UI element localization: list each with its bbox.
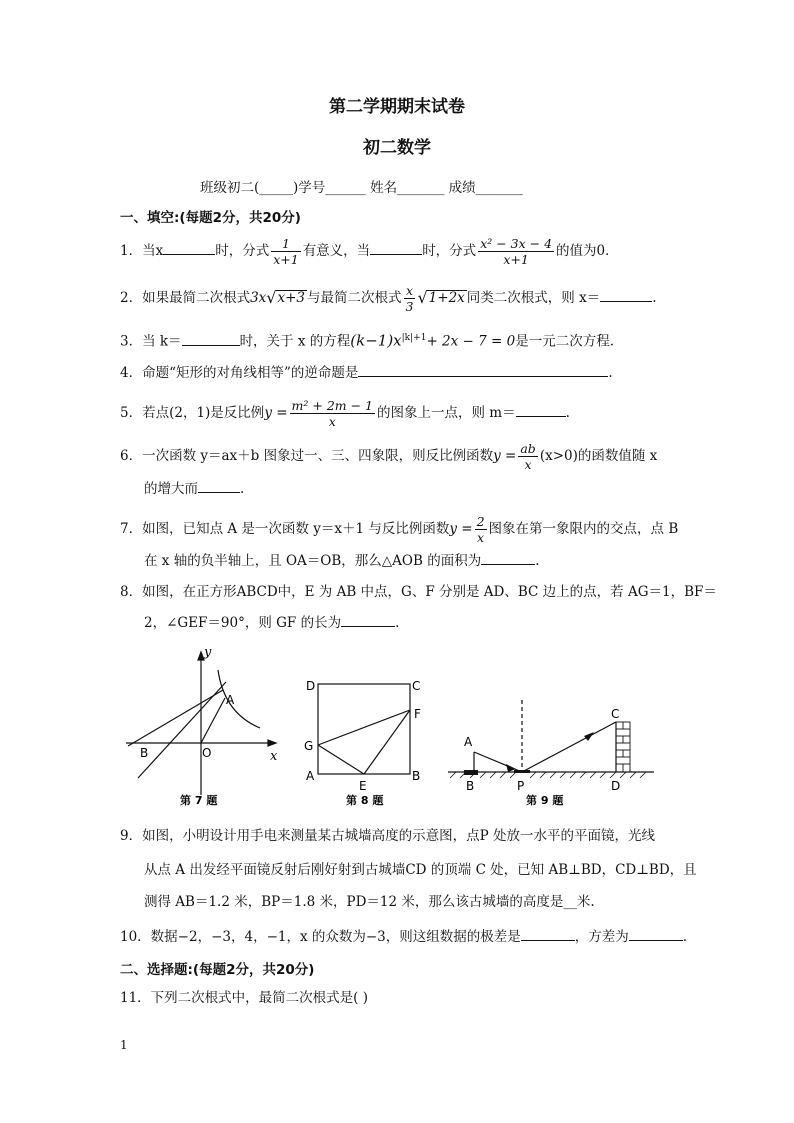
fig8-label-d: D xyxy=(306,679,316,693)
answer-blank xyxy=(358,362,608,377)
answer-blank xyxy=(163,240,215,255)
answer-blank xyxy=(341,612,395,627)
segment-gf xyxy=(318,710,410,745)
reflected-ray xyxy=(522,722,616,772)
fraction: $\frac{\text{x² − 3x − 4}}{x+1}$ xyxy=(480,236,553,267)
fig8-label-e: E xyxy=(359,779,367,793)
answer-blank xyxy=(600,287,652,302)
fig9-label-c: C xyxy=(611,707,620,721)
line-y-x-plus-1 xyxy=(138,682,226,778)
question-3: 3．当 k＝ 时，关于 x 的方程$(k-1)x^{|k|+1}+ 2x - 7 = 0$是一元二次方程. xyxy=(120,331,615,350)
question-1: 1．当x 时，分式 $\frac{1}{x+1}$ 有意义，当 时，分式 $\frac{\text{x² − 3x − 4}}{x+1}$ 的值为0． xyxy=(120,236,619,267)
figure-8-diagram xyxy=(298,640,438,810)
flashlight-base xyxy=(464,770,478,775)
question-8: 8．如图，在正方形ABCD中，E 为 AB 中点，G、F 分别是 AD、BC 边上的点，若 AG＝1，BF＝ xyxy=(120,584,717,600)
figure-9-diagram xyxy=(446,640,666,810)
fig9-label-b: B xyxy=(466,779,475,793)
fig9-caption: 第 9 题 xyxy=(526,794,564,807)
segment-ge xyxy=(318,745,364,774)
fraction: $\frac{x}{3}$ xyxy=(405,283,414,314)
fig8-label-g: G xyxy=(304,739,314,753)
fig8-label-b: B xyxy=(412,769,421,783)
section-fill-in-heading: 一、填空:(每题2分，共20分) xyxy=(120,210,301,226)
fig7-label-a: A xyxy=(226,693,235,707)
answer-blank xyxy=(521,926,575,941)
question-7-line-2: 在 x 轴的负半轴上，且 OA＝OB，那么△AOB 的面积为 . xyxy=(144,550,540,571)
fraction: $\frac{2}{x}$ xyxy=(476,514,485,545)
fraction: $\frac{1}{x+1}$ xyxy=(273,236,299,267)
question-9: 9．如图，小明设计用手电来测量某古城墙高度的示意图，点P 处放一水平的平面镜，光线 xyxy=(120,828,655,844)
fig7-caption: 第 7 题 xyxy=(180,794,218,807)
figure-7-diagram xyxy=(118,640,288,810)
segment-ef xyxy=(364,710,410,774)
ray-arrow-2 xyxy=(584,732,594,741)
answer-blank xyxy=(198,478,240,493)
section-choice-heading: 二、选择题:(每题2分，共20分) xyxy=(120,962,315,978)
fig9-label-p: P xyxy=(517,779,525,793)
question-9-line-2: 从点 A 出发经平面镜反射后刚好射到古城墙CD 的顶端 C 处，已知 AB⊥BD，CD⊥BD，且 xyxy=(144,862,697,878)
question-6-line-2: 的增大而 . xyxy=(144,478,244,499)
fig8-label-c: C xyxy=(412,679,421,693)
fig7-label-o: O xyxy=(202,746,212,760)
mirror xyxy=(514,770,530,773)
question-9-line-3: 测得 AB＝1.2 米，BP＝1.8 米，PD＝12 米，那么该古城墙的高度是__米. xyxy=(144,894,595,910)
answer-blank xyxy=(629,926,683,941)
answer-blank xyxy=(516,402,566,417)
question-2: 2．如果最简二次根式3x√x+3 与最简二次根式 $\frac{x}{3}$ √1+2x 同类二次根式，则 x＝ . xyxy=(120,283,657,314)
answer-blank xyxy=(481,550,535,565)
fraction: $\frac{\text{m² + 2m − 1}}{x}$ xyxy=(291,398,374,429)
fig9-label-d: D xyxy=(611,779,621,793)
question-6: 6．一次函数 y＝ax＋b 图象过一、三、四象限，则反比例函数y = $\frac{ab}{x}$ (x>0)的函数值随 x xyxy=(120,441,658,472)
x-axis-arrow xyxy=(268,740,276,746)
student-info-line: 班级初二(_____)学号______ 姓名_______ 成绩_______ xyxy=(200,180,523,196)
question-5: 5．若点(2，1)是反比例y = $\frac{\text{m² + 2m − 1}}{x}$ 的图象上一点，则 m＝ . xyxy=(120,398,570,429)
page-number: 1 xyxy=(120,1038,128,1052)
brick-wall xyxy=(616,722,630,772)
question-4: 4．命题“矩形的对角线相等”的逆命题是 . xyxy=(120,362,613,383)
question-11: 11．下列二次根式中，最简二次根式是( ) xyxy=(120,990,369,1006)
question-7: 7．如图，已知点 A 是一次函数 y＝x＋1 与反比例函数y = $\frac{2}{x}$ 图象在第一象限内的交点，点 B xyxy=(120,514,679,545)
fraction: $\frac{ab}{x}$ xyxy=(520,441,536,472)
fig7-label-y: y xyxy=(204,645,212,660)
fig8-caption: 第 8 题 xyxy=(346,794,384,807)
answer-blank xyxy=(182,331,240,346)
exam-subtitle: 初二数学 xyxy=(363,138,431,158)
fig7-label-b: B xyxy=(140,746,149,760)
ground-hatching xyxy=(450,772,646,778)
exam-title: 第二学期期末试卷 xyxy=(329,97,465,117)
answer-blank xyxy=(370,240,422,255)
fig9-label-a: A xyxy=(464,735,473,749)
fig7-label-x: x xyxy=(270,749,278,764)
fig8-label-a: A xyxy=(306,769,315,783)
fig8-label-f: F xyxy=(414,707,421,721)
question-10: 10．数据−2，−3，4，−1，x 的众数为−3，则这组数据的极差是 ，方差为 . xyxy=(120,926,687,947)
question-8-line-2: 2，∠GEF＝90°，则 GF 的长为 . xyxy=(144,612,399,633)
